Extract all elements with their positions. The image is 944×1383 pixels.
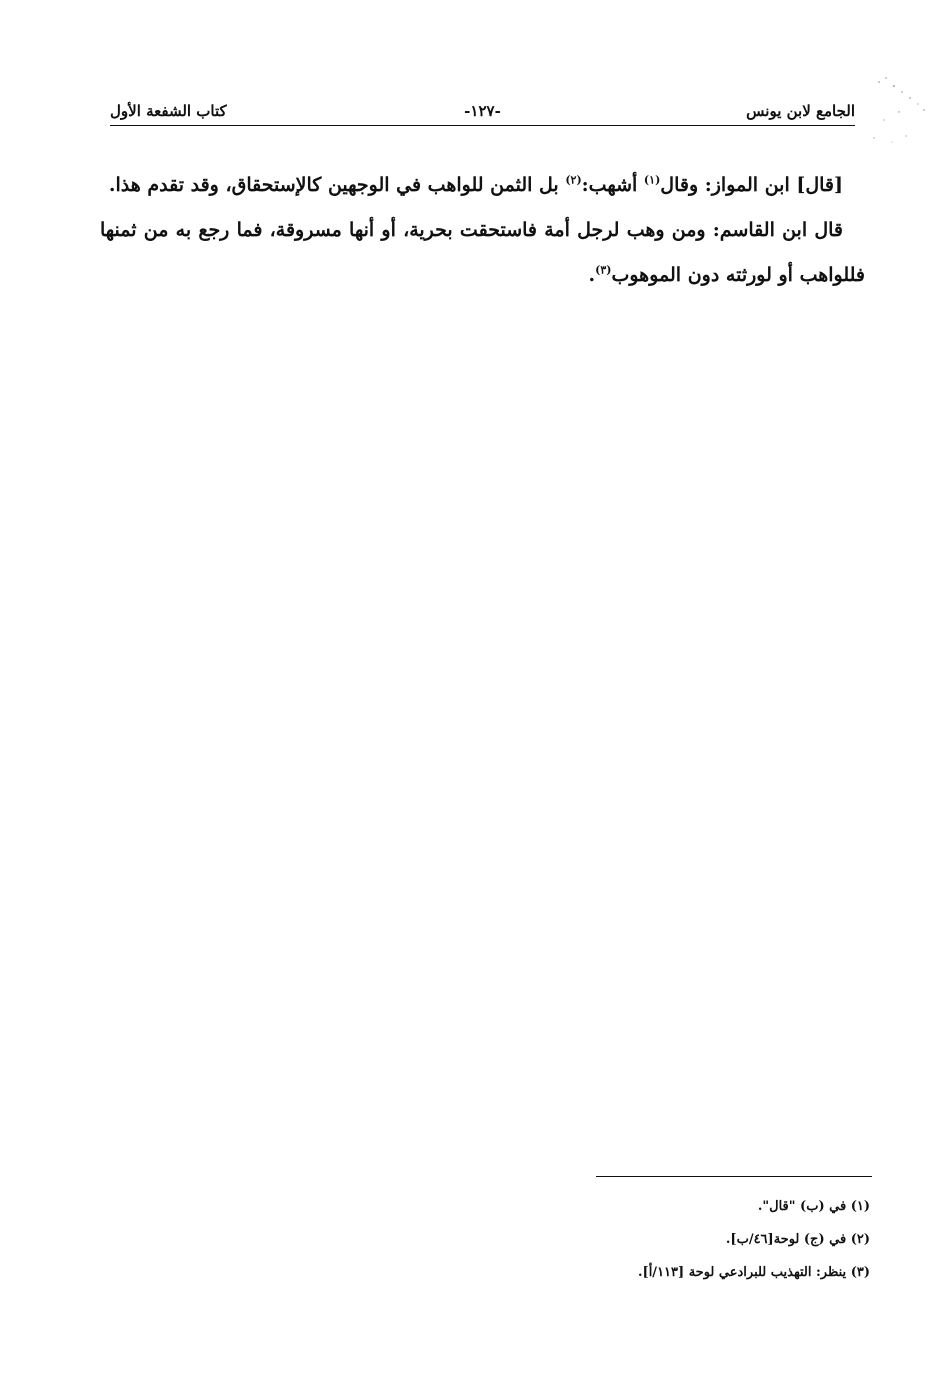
- scan-specks: [844, 0, 944, 160]
- footnote-2: (٢) في (ج) لوحة[٤٦/ب].: [725, 1232, 870, 1247]
- paragraph-2-part2: .: [588, 264, 596, 286]
- paragraph-1-part3: بل الثمن للواهب في الوجهين كالإستحقاق، وقد تقدم هذا.: [108, 174, 566, 196]
- paragraph-1-part1: [قال] ابن المواز: وقال: [660, 174, 843, 196]
- footnote-ref-1: (١): [643, 173, 661, 187]
- footnote-ref-2: (٢): [565, 173, 582, 187]
- running-header: [110, 98, 855, 124]
- footnotes: [540, 1190, 870, 1289]
- paragraph-1: [100, 163, 865, 208]
- paragraph-2-part1: قال ابن القاسم: ومن وهب لرجل أمة فاستحقت بحرية، أو أنها مسروقة، فما رجع به من ثمنها فللواهب أو لورثته دون الموهوب: [100, 219, 865, 286]
- page-number: -١٢٧-: [464, 102, 501, 120]
- footnote-ref-3: (٣): [595, 263, 612, 277]
- footnote-3: (٣) ينظر: التهذيب للبرادعي لوحة [١١٣/أ].: [638, 1265, 870, 1280]
- footnote-rule: [596, 1176, 872, 1177]
- book-title: الجامع لابن يونس: [746, 102, 855, 120]
- footnote-1: (١) في (ب) "قال".: [757, 1199, 870, 1214]
- main-text: [100, 163, 865, 298]
- chapter-title: كتاب الشفعة الأول: [110, 102, 227, 120]
- paragraph-2: [100, 208, 865, 298]
- paragraph-1-part2: أشهب:: [581, 174, 644, 196]
- header-rule: [110, 125, 855, 126]
